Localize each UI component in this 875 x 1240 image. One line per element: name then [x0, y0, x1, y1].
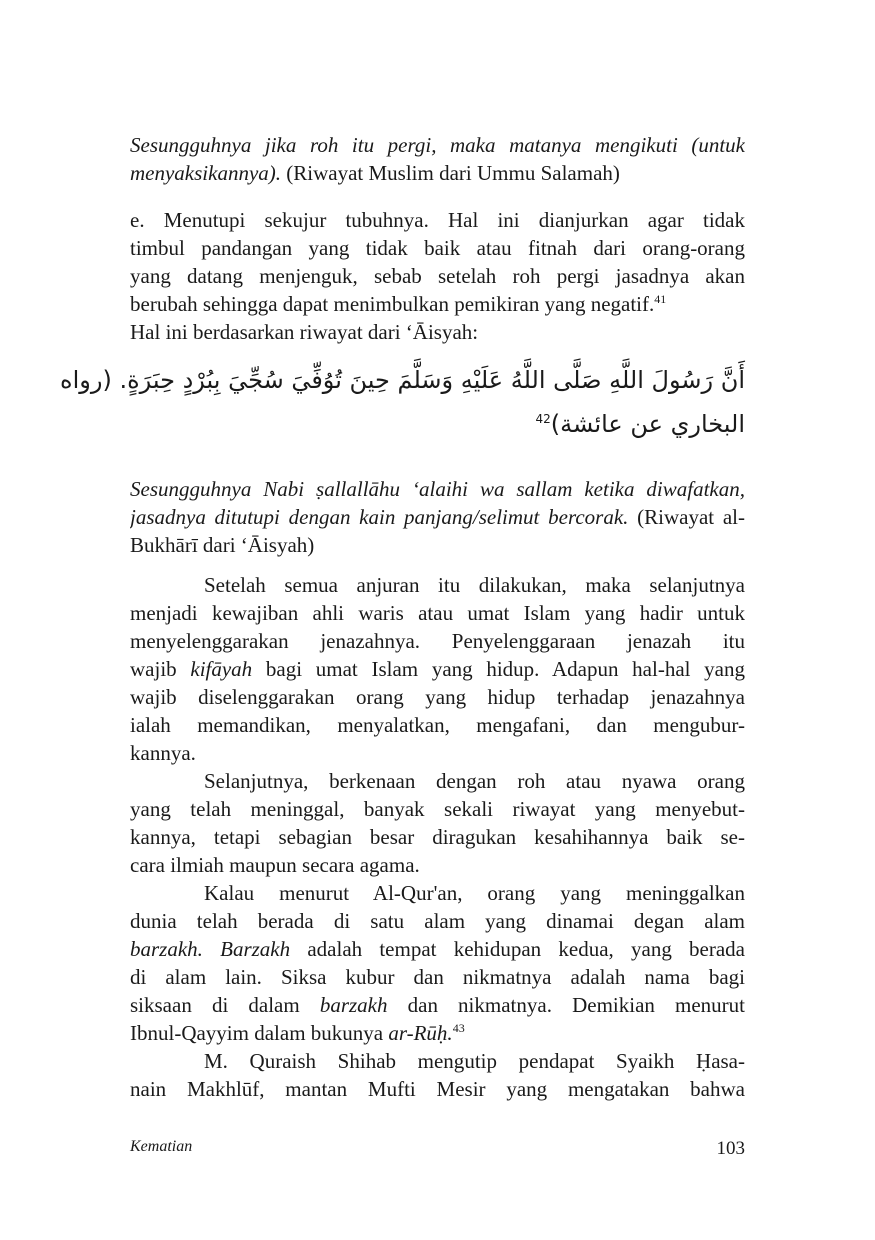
text-line: Sesungguhnya Nabi ṣallallāhu ‘alaihi wa sallam ketika diwafatkan, [130, 477, 745, 501]
quote-bukhari [130, 475, 745, 559]
text-span: (Riwayat al- [628, 505, 745, 529]
text-line: Hal ini berdasarkan riwayat dari ‘Āisyah: [130, 320, 479, 344]
text-span: berubah sehingga dapat menimbulkan pemikiran yang negatif. [130, 292, 655, 316]
text-line [130, 290, 745, 318]
italic-span: ar-Rūḥ. [388, 1021, 453, 1045]
text-line: Sesungguhnya jika roh itu pergi, maka matanya mengikuti (untuk [130, 133, 745, 157]
text-line [130, 655, 745, 683]
arabic-span: البخاري عن عائشة) [550, 410, 745, 438]
quote-muslim [130, 131, 745, 187]
text-line: cara ilmiah maupun secara agama. [130, 853, 420, 877]
text-span: (Riwayat Muslim dari Ummu Salamah) [281, 161, 620, 185]
text-line [130, 503, 745, 531]
text-line: yang telah meninggal, banyak sekali riwayat yang menyebut- [130, 797, 745, 821]
text-line: yang datang menjenguk, sebab setelah roh pergi jasadnya akan [130, 264, 745, 288]
text-line: wajib diselenggarakan orang yang hidup terhadap jenazahnya [130, 685, 745, 709]
text-span: wajib [130, 657, 191, 681]
footnote-ref: 42 [535, 412, 551, 426]
paragraph-e [130, 206, 745, 346]
italic-span: barzakh. Barzakh [130, 937, 291, 961]
text-line [130, 159, 745, 187]
arabic-hadith [60, 358, 745, 446]
text-line [130, 1019, 745, 1047]
text-line: di alam lain. Siksa kubur dan nikmatnya adalah nama bagi [130, 965, 745, 989]
text-line: Bukhārī dari ‘Āisyah) [130, 533, 315, 557]
text-line: menyelenggarakan jenazahnya. Penyelenggaraan jenazah itu [130, 629, 745, 653]
text-span: adalah tempat kehidupan kedua, yang berada [290, 937, 745, 961]
italic-span: menyaksikannya). [130, 161, 282, 185]
text-line: Selanjutnya, berkenaan dengan roh atau nyawa orang [204, 769, 745, 793]
italic-span: jasadnya ditutupi dengan kain panjang/selimut bercorak. [130, 505, 629, 529]
footnote-ref: 43 [452, 1021, 465, 1035]
paragraph-4 [130, 879, 745, 1047]
text-line: Kalau menurut Al-Qur'an, orang yang meninggalkan [204, 881, 745, 905]
italic-span: barzakh [319, 993, 388, 1017]
text-line: dunia telah berada di satu alam yang dinamai degan alam [130, 909, 745, 933]
text-line: M. Quraish Shihab mengutip pendapat Syaikh Ḥasa- [204, 1049, 745, 1073]
paragraph-5 [130, 1047, 745, 1103]
paragraph-2 [130, 571, 745, 767]
text-line: e. Menutupi sekujur tubuhnya. Hal ini dianjurkan agar tidak [130, 208, 745, 232]
italic-span: kifāyah [190, 657, 253, 681]
text-line: nain Makhlūf, mantan Mufti Mesir yang mengatakan bahwa [130, 1077, 745, 1101]
running-footer-title: Kematian [130, 1138, 193, 1155]
text-line: Setelah semua anjuran itu dilakukan, maka selanjutnya [204, 573, 745, 597]
text-line: kannya. [130, 741, 196, 765]
footnote-ref: 41 [654, 292, 667, 306]
arabic-line: أَنَّ رَسُولَ اللَّهِ صَلَّى اللَّهُ عَلَيْهِ وَسَلَّمَ حِينَ تُوُفِّيَ سُجِّيَ بِبُرْدٍ حِبَرَةٍ. (رواه [60, 366, 745, 394]
page-footer [130, 1138, 745, 1162]
text-line: timbul pandangan yang tidak baik atau fitnah dari orang-orang [130, 236, 745, 260]
text-line: kannya, tetapi sebagian besar diragukan kesahihannya baik se- [130, 825, 745, 849]
text-line [130, 991, 745, 1019]
text-line: ialah memandikan, menyalatkan, mengafani, dan mengubur- [130, 713, 745, 737]
text-line: menjadi kewajiban ahli waris atau umat Islam yang hadir untuk [130, 601, 745, 625]
arabic-line [130, 402, 745, 446]
text-line [130, 935, 745, 963]
text-span: Ibnul-Qayyim dalam bukunya [130, 1021, 389, 1045]
page-number: 103 [716, 1138, 745, 1159]
paragraph-3 [130, 767, 745, 879]
text-span: siksaan di dalam [130, 993, 320, 1017]
text-span: bagi umat Islam yang hidup. Adapun hal-hal yang [252, 657, 745, 681]
text-span: dan nikmatnya. Demikian menurut [387, 993, 745, 1017]
